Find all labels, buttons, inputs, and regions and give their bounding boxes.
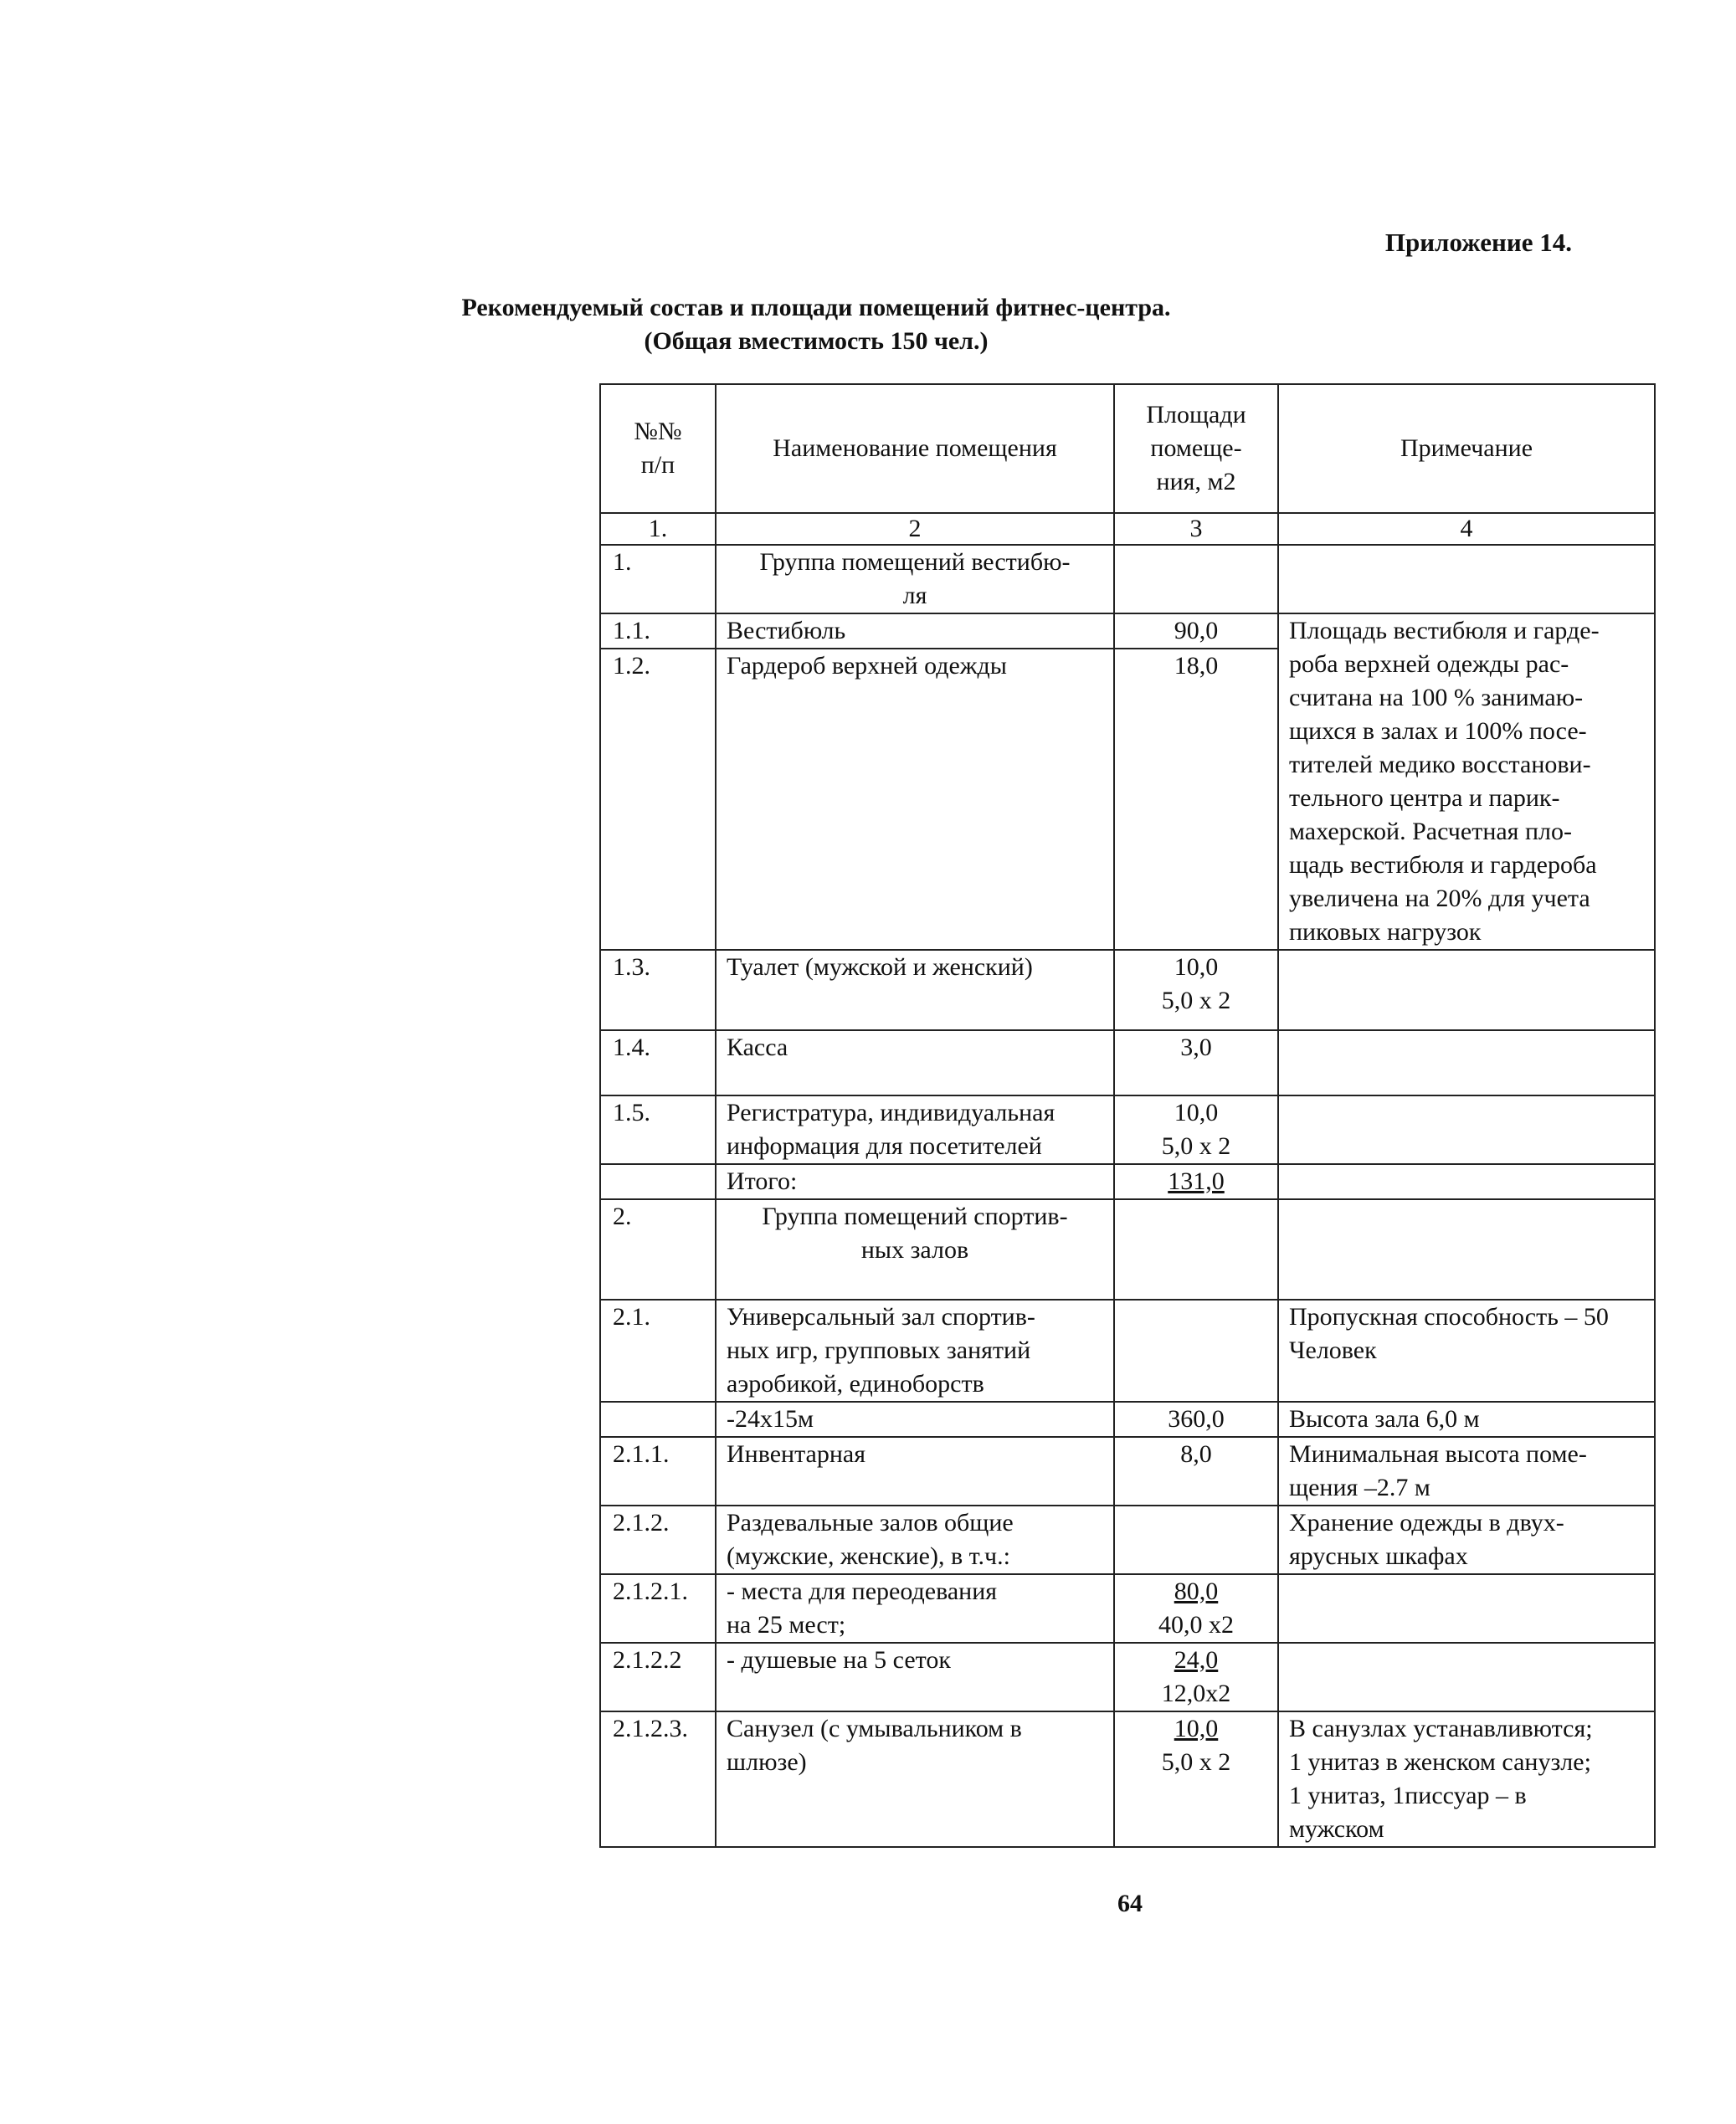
row-name: -24х15м [716, 1402, 1114, 1437]
row-name: Санузел (с умывальником в шлюзе) [716, 1711, 1114, 1847]
row-note: Пропускная способность – 50 Человек [1278, 1300, 1655, 1402]
row-num: 1. [600, 545, 716, 613]
row-note [1278, 1574, 1655, 1643]
colnum-4: 4 [1278, 513, 1655, 545]
row-name: Раздевальные залов общие (мужские, женские), в т.ч.: [716, 1506, 1114, 1574]
row-note [1278, 1164, 1655, 1199]
table-row [600, 1574, 1655, 1643]
row-name: Группа помещений спортив- ных залов [716, 1199, 1114, 1300]
row-note [1278, 1030, 1655, 1095]
table-row [600, 1402, 1655, 1437]
area-breakdown: 40,0 х2 [1158, 1611, 1234, 1639]
colnum-3: 3 [1114, 513, 1278, 545]
row-num: 2.1.2. [600, 1506, 716, 1574]
row-name: Универсальный зал спортив- ных игр, групповых занятий аэробикой, единоборств [716, 1300, 1114, 1402]
row-note: Хранение одежды в двух- ярусных шкафах [1278, 1506, 1655, 1574]
row-num [600, 1402, 716, 1437]
row-name: Инвентарная [716, 1437, 1114, 1506]
row-area: 10,0 5,0 х 2 [1114, 950, 1278, 1030]
row-area: 360,0 [1114, 1402, 1278, 1437]
row-area: 3,0 [1114, 1030, 1278, 1095]
area-breakdown: 12,0х2 [1161, 1680, 1231, 1707]
table-row [600, 1095, 1655, 1164]
row-area [1114, 1643, 1278, 1711]
title-line-1: Рекомендуемый состав и площади помещений фитнес-центра. [461, 294, 1171, 321]
column-number-row [600, 513, 1655, 545]
row-note [1278, 950, 1655, 1030]
table-row [600, 1506, 1655, 1574]
row-num: 2.1.2.1. [600, 1574, 716, 1643]
row-note: Минимальная высота поме- щения –2.7 м [1278, 1437, 1655, 1506]
row-num: 1.2. [600, 649, 716, 950]
row-note [1278, 1199, 1655, 1300]
table-row [600, 613, 1655, 649]
row-area [1114, 1199, 1278, 1300]
header-name: Наименование помещения [716, 384, 1114, 513]
row-num: 2.1.1. [600, 1437, 716, 1506]
row-note: В санузлах устанавливются; 1 унитаз в женском санузле; 1 унитаз, 1писсуар – в мужском [1278, 1711, 1655, 1847]
total-area: 131,0 [1114, 1164, 1278, 1199]
row-area [1114, 1574, 1278, 1643]
row-area [1114, 1711, 1278, 1847]
row-note [1278, 545, 1655, 613]
row-num: 1.5. [600, 1095, 716, 1164]
row-name: Группа помещений вестибю- ля [716, 545, 1114, 613]
row-note: Высота зала 6,0 м [1278, 1402, 1655, 1437]
row-area [1114, 1300, 1278, 1402]
row-num: 1.1. [600, 613, 716, 649]
table-row [600, 1643, 1655, 1711]
table-row [600, 545, 1655, 613]
row-note [1278, 1095, 1655, 1164]
row-name: Гардероб верхней одежды [716, 649, 1114, 950]
row-name: - душевые на 5 сеток [716, 1643, 1114, 1711]
area-total: 80,0 [1174, 1578, 1219, 1605]
row-area: 18,0 [1114, 649, 1278, 950]
row-name: Регистратура, индивидуальная информация для посетителей [716, 1095, 1114, 1164]
row-note [1278, 1643, 1655, 1711]
row-num: 1.4. [600, 1030, 716, 1095]
row-name: Касса [716, 1030, 1114, 1095]
row-num [600, 1164, 716, 1199]
table-row [600, 1711, 1655, 1847]
row-num: 2.1.2.2 [600, 1643, 716, 1711]
total-label: Итого: [716, 1164, 1114, 1199]
colnum-1: 1. [600, 513, 716, 545]
header-note: Примечание [1278, 384, 1655, 513]
appendix-label: Приложение 14. [1384, 228, 1572, 257]
row-num: 2.1.2.3. [600, 1711, 716, 1847]
table-row [600, 1030, 1655, 1095]
row-area [1114, 1506, 1278, 1574]
table-row [600, 1164, 1655, 1199]
header-area: Площади помеще- ния, м2 [1114, 384, 1278, 513]
table-header-row [600, 384, 1655, 513]
area-total: 10,0 [1174, 1715, 1219, 1742]
row-name: - места для переодевания на 25 мест; [716, 1574, 1114, 1643]
row-name: Вестибюль [716, 613, 1114, 649]
table-row [600, 1300, 1655, 1402]
title-line-2: (Общая вместимость 150 чел.) [644, 327, 989, 355]
table-row [600, 950, 1655, 1030]
page-number: 64 [1117, 1890, 1143, 1917]
table-row [600, 1199, 1655, 1300]
rooms-table [599, 383, 1656, 1848]
row-num: 2.1. [600, 1300, 716, 1402]
row-name: Туалет (мужской и женский) [716, 950, 1114, 1030]
row-num: 2. [600, 1199, 716, 1300]
row-area: 10,0 5,0 х 2 [1114, 1095, 1278, 1164]
area-breakdown: 5,0 х 2 [1161, 1748, 1231, 1776]
table-row [600, 1437, 1655, 1506]
header-num: №№ п/п [600, 384, 716, 513]
row-note: Площадь вестибюля и гарде- роба верхней одежды рас- считана на 100 % занимаю- щихся в залах и 100% посе- тителей медико восстанови- тельного центра и парик- махерской. Расчетная пло- щадь вестибюля и гардероба увеличена на 20% для учета пиковых нагрузок [1278, 613, 1655, 950]
area-total: 24,0 [1174, 1646, 1219, 1674]
row-area [1114, 545, 1278, 613]
row-area: 8,0 [1114, 1437, 1278, 1506]
row-num: 1.3. [600, 950, 716, 1030]
document-title [0, 291, 1632, 358]
colnum-2: 2 [716, 513, 1114, 545]
row-area: 90,0 [1114, 613, 1278, 649]
